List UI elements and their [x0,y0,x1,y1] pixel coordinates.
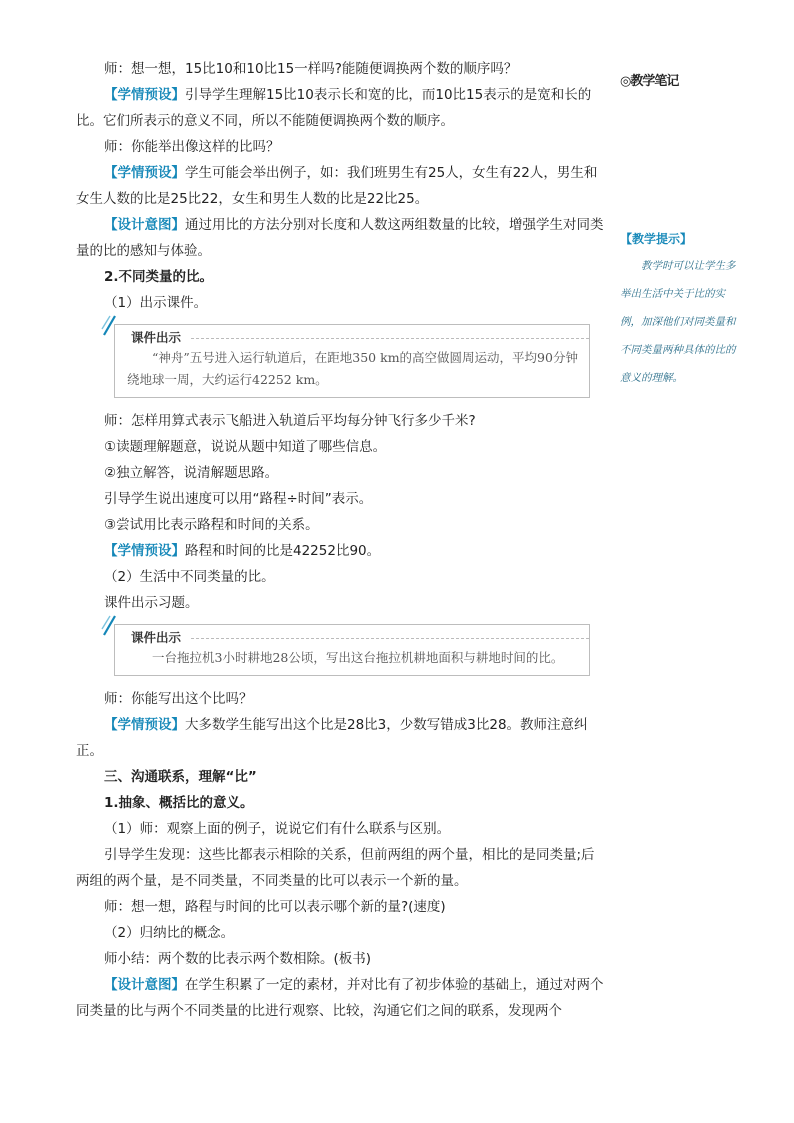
teacher-question: 师：想一想，15比10和10比15一样吗?能随便调换两个数的顺序吗？ [104,61,518,77]
section-heading: 2.不同类量的比。 [104,269,214,285]
student-preset [76,538,606,564]
courseware-title-text: 课件出示 [131,330,182,345]
section-heading: 三、沟通联系，理解“比” [104,769,257,785]
tag-label: 【学情预设】 [104,165,185,181]
teacher-question: 师：想一想，路程与时间的比可以表示哪个新的量?(速度) [104,899,446,915]
teacher-question: 师：你能举出像这样的比吗？ [104,139,280,155]
guide-text: 课件出示习题。 [104,595,199,611]
courseware-title-text: 课件出示 [131,630,182,645]
guide-text: 引导学生发现：这些比都表示相除的关系，但前两组的两个量，相比的是同类量;后两组的两个量，是不同类量，不同类量的比可以表示一个新的量。 [76,847,595,889]
courseware-box [114,324,590,398]
tag-label: 【学情预设】 [104,717,185,733]
courseware-body: 一台拖拉机3小时耕地28公顷，写出这台拖拉机耕地面积与耕地时间的比。 [152,650,564,665]
step-text: ②独立解答，说清解题思路。 [104,465,279,481]
courseware-box [114,624,590,676]
design-intent [76,212,606,264]
student-preset [76,82,606,134]
teaching-tip [620,230,744,392]
teaching-tip-title: 【教学提示】 [620,232,693,246]
tag-label: 【学情预设】 [104,87,185,103]
courseware-body: “神舟”五号进入运行轨道后，在距地350 km的高空做圆周运动，平均90分钟绕地球一周，大约运行42252 km。 [127,350,578,387]
tag-label: 【学情预设】 [104,543,185,559]
step-text: ③尝试用比表示路程和时间的关系。 [104,517,319,533]
student-preset [76,712,606,764]
teacher-question: 师：怎样用算式表示飞船进入轨道后平均每分钟飞行多少千米? [104,413,476,429]
courseware-title [127,629,579,647]
guide-text: 引导学生说出速度可以用“路程÷时间”表示。 [104,491,373,507]
design-intent [76,972,606,1024]
step-text: ①读题理解题意，说说从题中知道了哪些信息。 [104,439,387,455]
student-preset [76,160,606,212]
paragraph-text: 通过用比的方法分别对长度和人数这两组数量的比较，增强学生对同类量的比的感知与体验。 [76,217,604,259]
teacher-question: 师：你能写出这个比吗？ [104,691,253,707]
teaching-tip-body: 教学时可以让学生多举出生活中关于比的实例，加深他们对同类量和不同类量两种具体的比的意义的理解。 [620,260,736,384]
step-text: （2）生活中不同类量的比。 [104,569,275,585]
dashed-divider [191,638,589,639]
subsection-heading: 1.抽象、概括比的意义。 [104,795,254,811]
slash-decoration-icon [101,315,117,337]
step-text: （1）师：观察上面的例子，说说它们有什么联系与区别。 [104,821,451,837]
paragraph-text: 学生可能会举出例子，如：我们班男生有25人，女生有22人，男生和女生人数的比是25比22，女生和男生人数的比是22比25。 [76,165,598,207]
slash-decoration-icon [101,615,117,637]
teaching-notes-label: ◎教学笔记 [620,74,679,89]
courseware-title [127,329,579,347]
step-text: （2）归纳比的概念。 [104,925,235,941]
tag-label: 【设计意图】 [104,217,185,233]
paragraph-text: 路程和时间的比是42252比90。 [185,543,381,559]
tag-label: 【设计意图】 [104,977,185,993]
teacher-summary: 师小结：两个数的比表示两个数相除。(板书) [104,951,372,967]
step-text: （1）出示课件。 [104,295,208,311]
paragraph-text: 在学生积累了一定的素材，并对比有了初步体验的基础上，通过对两个同类量的比与两个不同类量的比进行观察、比较，沟通它们之间的联系，发现两个 [76,977,604,1019]
paragraph-text: 大多数学生能写出这个比是28比3，少数写错成3比28。教师注意纠正。 [76,717,588,759]
lesson-content [76,56,606,1024]
paragraph-text: 引导学生理解15比10表示长和宽的比，而10比15表示的是宽和长的比。它们所表示的意义不同，所以不能随便调换两个数的顺序。 [76,87,592,129]
dashed-divider [191,338,589,339]
